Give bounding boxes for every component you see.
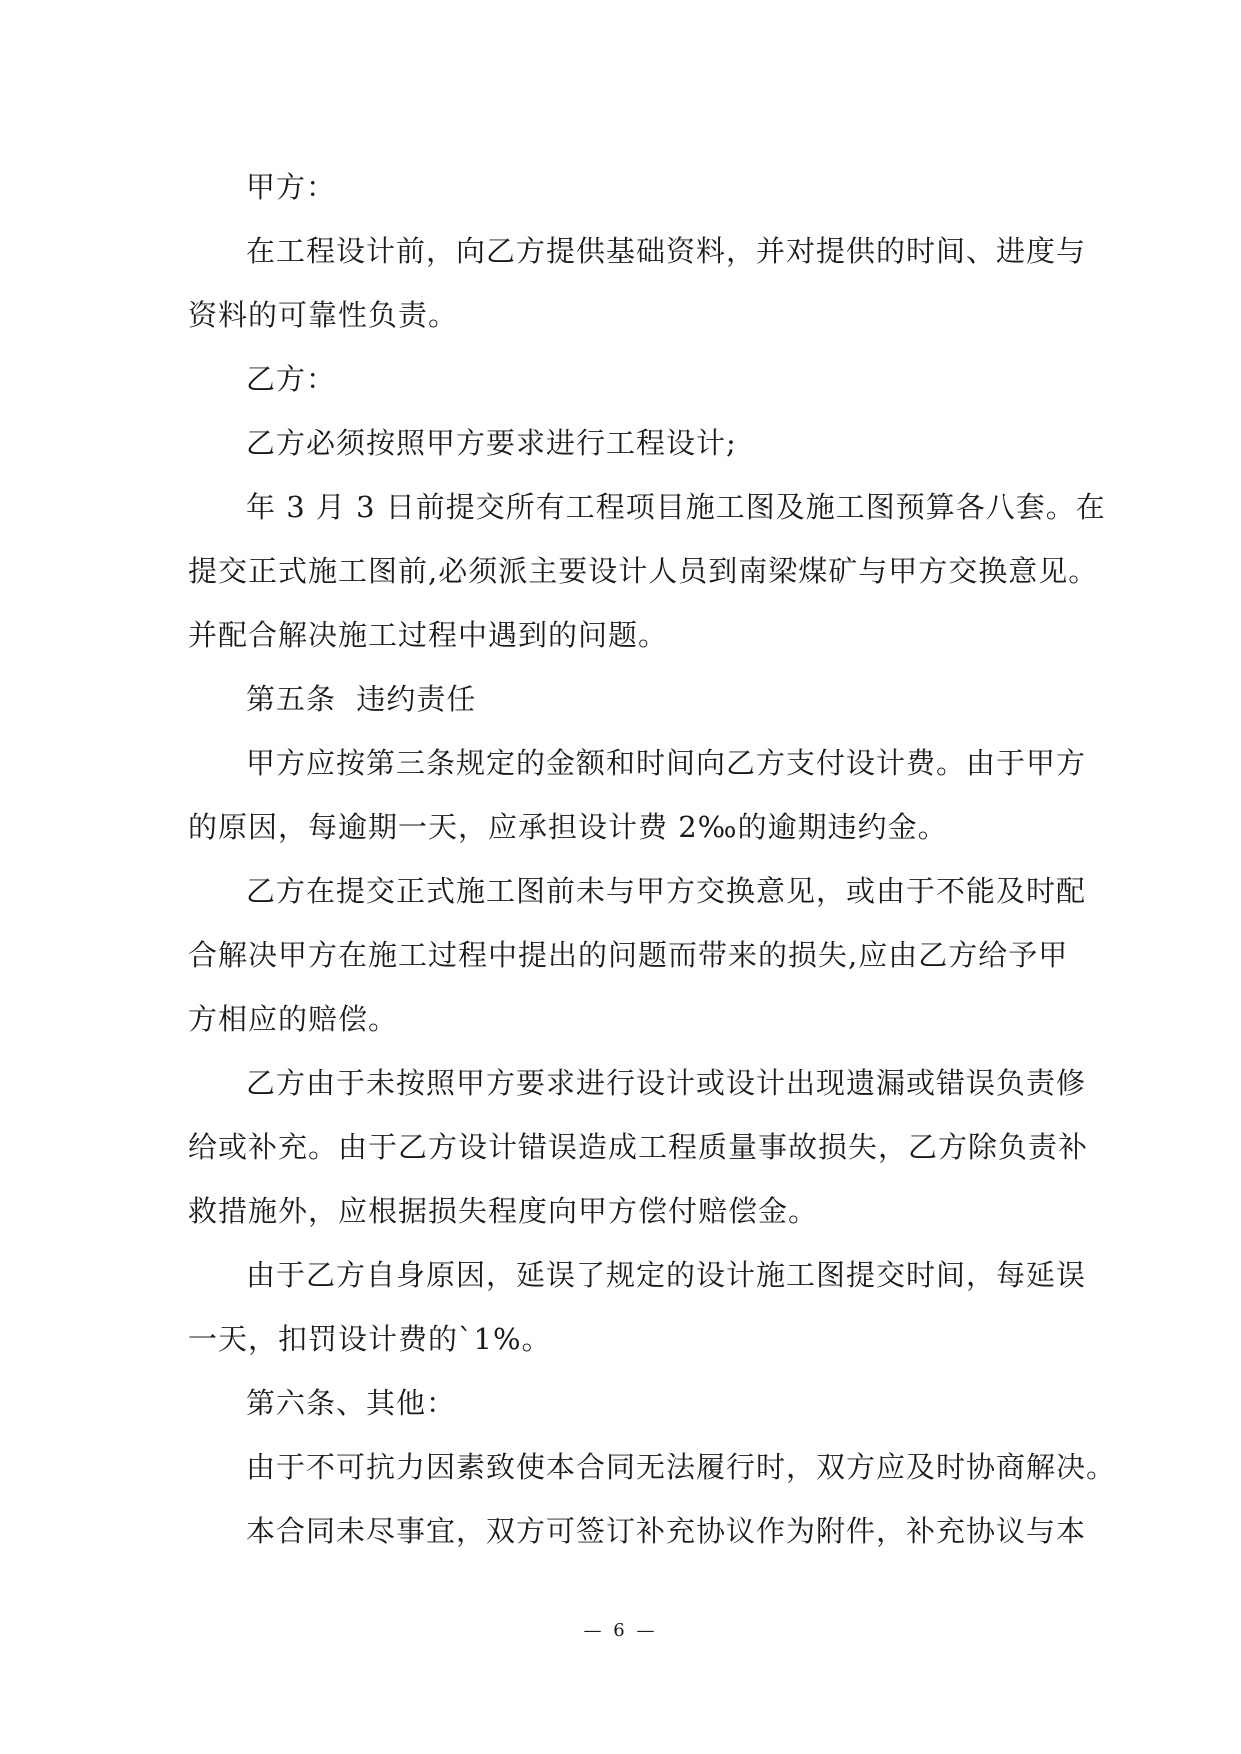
section-heading: 第六条、其他：	[246, 1386, 457, 1420]
text-line: 资料的可靠性负责。	[188, 298, 459, 332]
text-line: 合解决甲方在施工过程中提出的问题而带来的损失,应由乙方给予甲	[188, 938, 1069, 972]
text-line: 方相应的赔偿。	[188, 1002, 399, 1036]
text-line: 乙方：	[246, 362, 337, 396]
text-line: 甲方应按第三条规定的金额和时间向乙方支付设计费。由于甲方	[246, 746, 1087, 780]
text-line: 并配合解决施工过程中遇到的问题。	[188, 618, 669, 652]
text-line: 甲方：	[246, 170, 337, 204]
text-line: 乙方由于未按照甲方要求进行设计或设计出现遗漏或错误负责修	[246, 1066, 1087, 1100]
text-line: 给或补充。由于乙方设计错误造成工程质量事故损失，乙方除负责补	[188, 1130, 1089, 1164]
text-line: 年 3 月 3 日前提交所有工程项目施工图及施工图预算各八套。在	[246, 490, 1106, 524]
text-line: 本合同未尽事宜，双方可签订补充协议作为附件，补充协议与本	[246, 1514, 1087, 1548]
text-line: 的原因，每逾期一天，应承担设计费 2‰的逾期违约金。	[188, 810, 948, 844]
text-line: 乙方在提交正式施工图前未与甲方交换意见，或由于不能及时配	[246, 874, 1087, 908]
text-line: 一天，扣罚设计费的`1%。	[188, 1322, 552, 1356]
text-line: 救措施外，应根据损失程度向甲方偿付赔偿金。	[188, 1194, 819, 1228]
text-line: 提交正式施工图前,必须派主要设计人员到南梁煤矿与甲方交换意见。	[188, 554, 1099, 588]
document-body	[188, 155, 1117, 1563]
text-line: 在工程设计前，向乙方提供基础资料，并对提供的时间、进度与	[246, 234, 1087, 268]
page-number: — 6 —	[583, 1620, 658, 1641]
section-heading: 第五条 违约责任	[246, 682, 477, 716]
text-line: 由于不可抗力因素致使本合同无法履行时，双方应及时协商解决。	[246, 1450, 1117, 1484]
text-line: 乙方必须按照甲方要求进行工程设计;	[246, 426, 737, 460]
text-line: 由于乙方自身原因，延误了规定的设计施工图提交时间，每延误	[246, 1258, 1087, 1292]
